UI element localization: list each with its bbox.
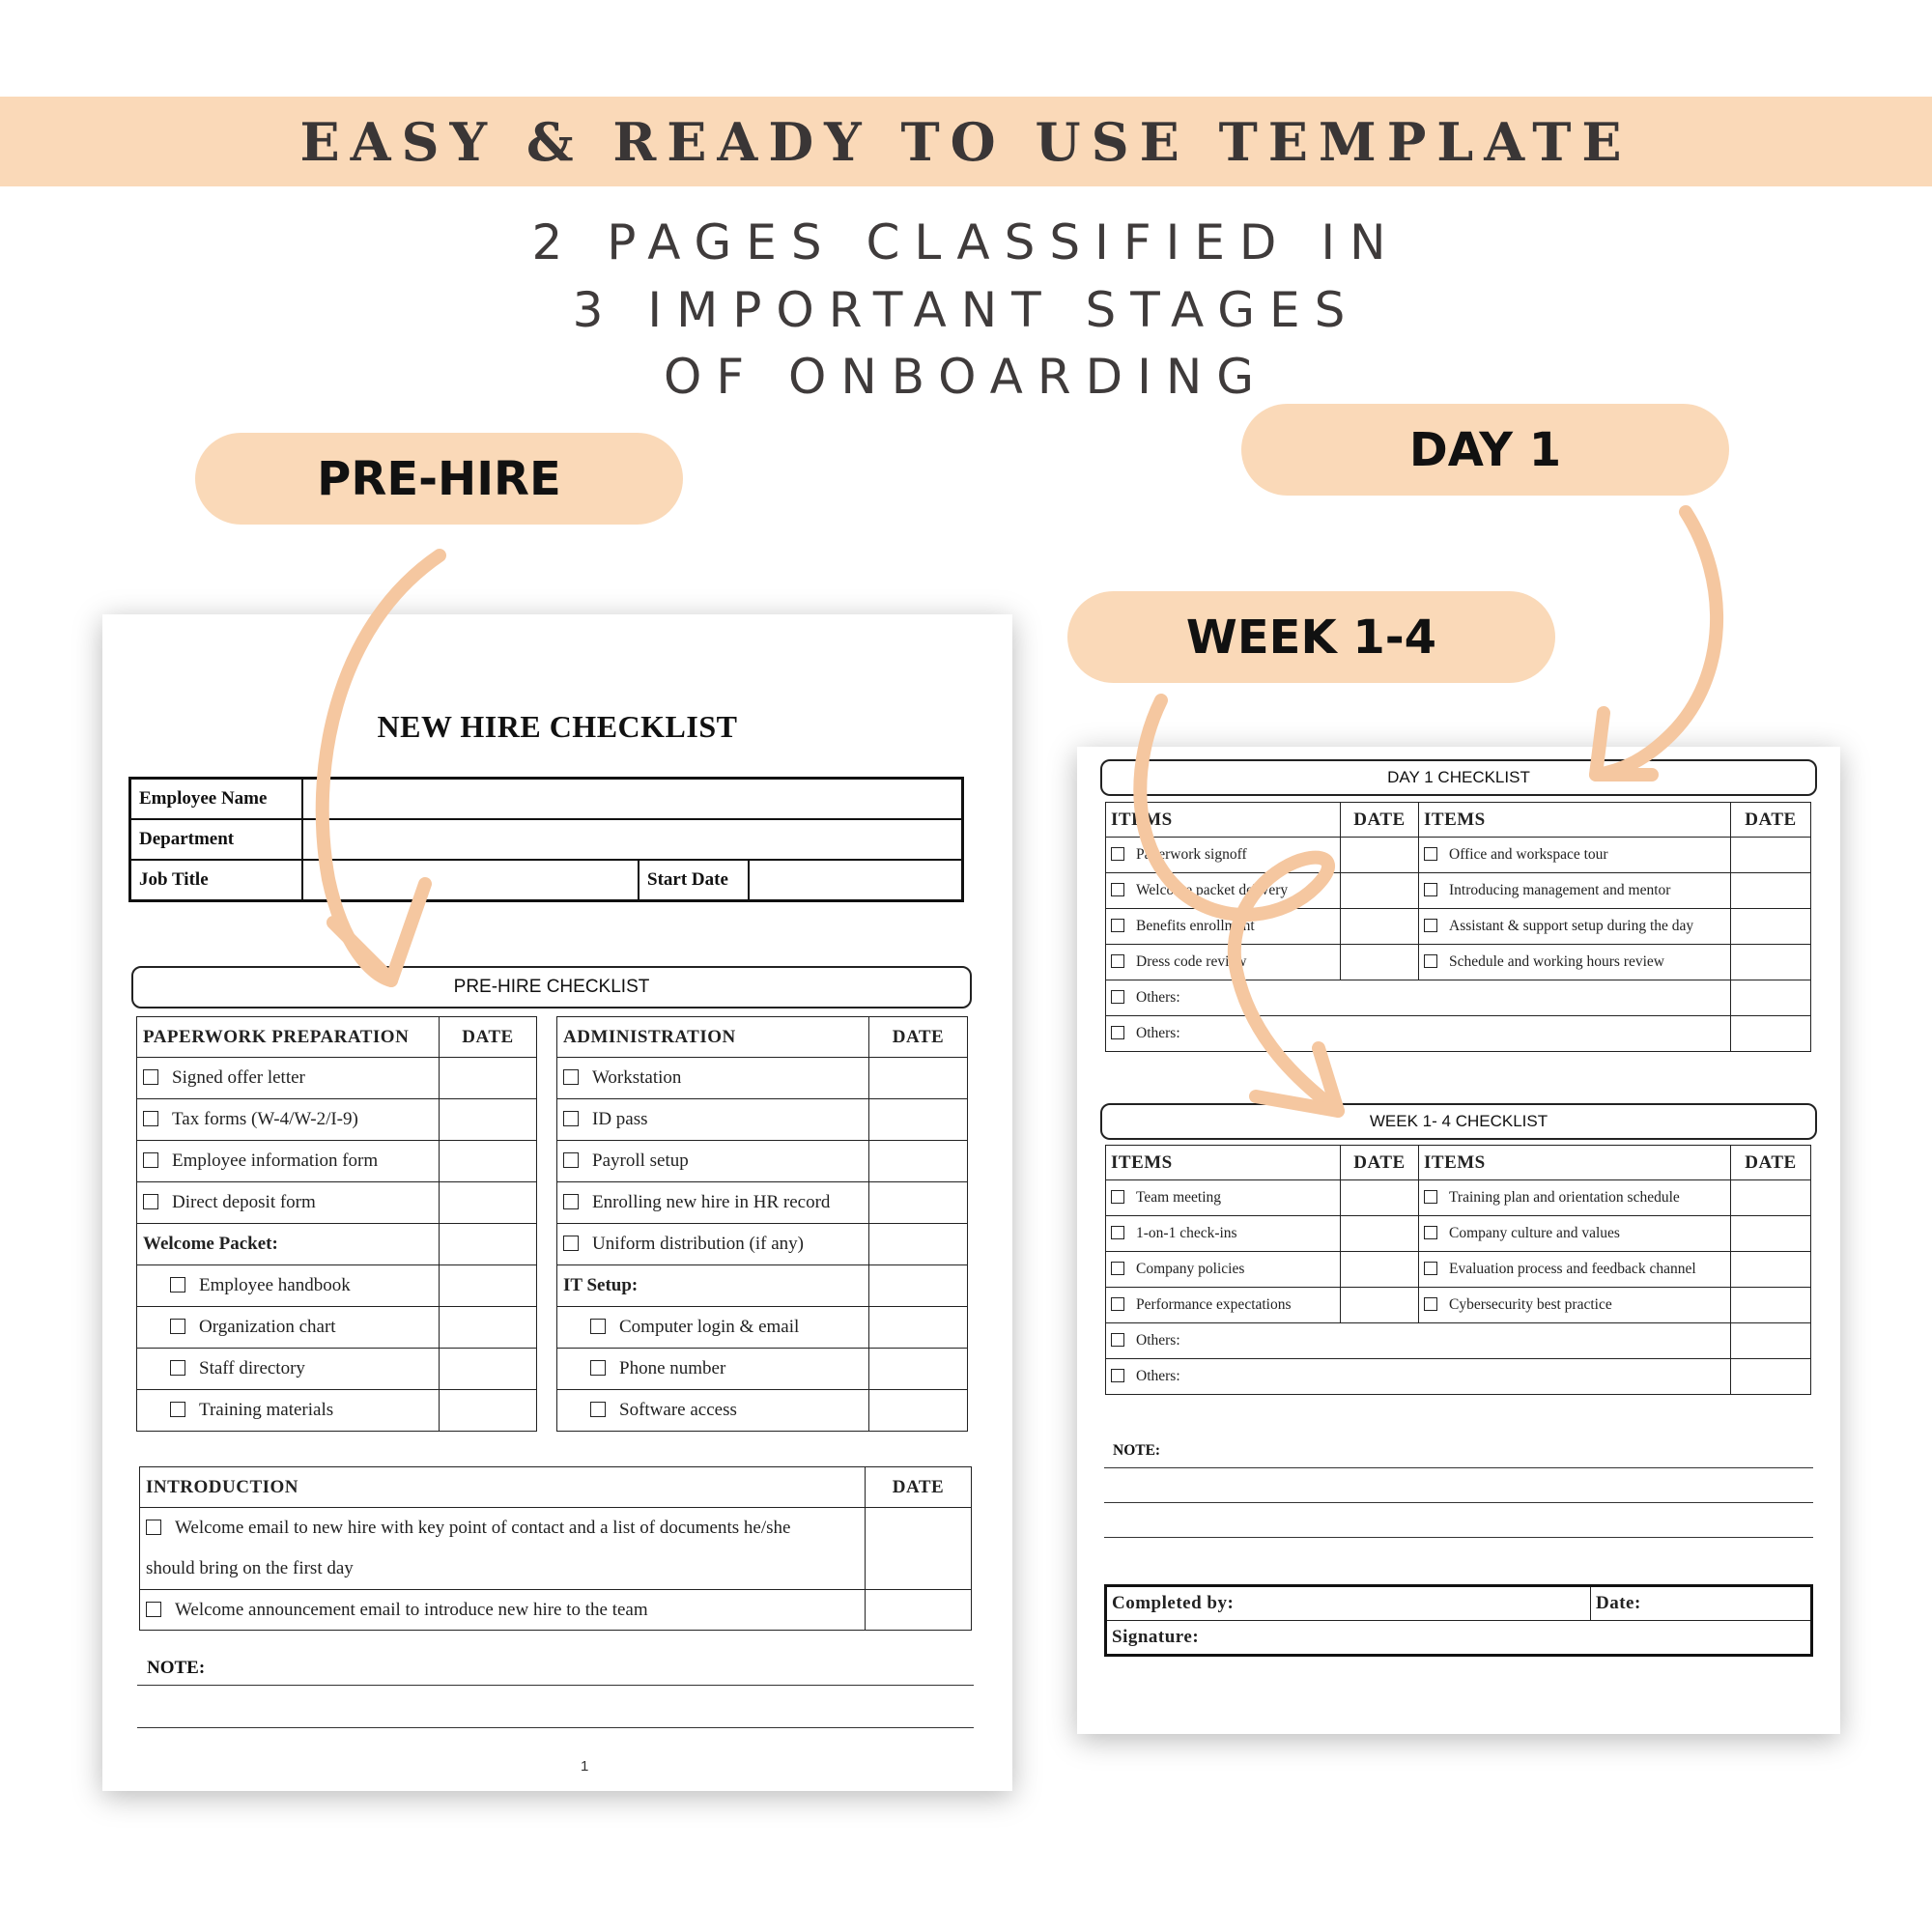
week-section-title-text: WEEK 1- 4 CHECKLIST [1369, 1112, 1548, 1130]
item-label: Benefits enrollment [1136, 918, 1255, 934]
introduction-date-header: DATE [866, 1467, 972, 1508]
day1-arrow-icon [1596, 512, 1717, 775]
item-label: 1-on-1 check-ins [1136, 1225, 1237, 1241]
prehire-section-title-text: PRE-HIRE CHECKLIST [453, 977, 650, 997]
administration-header: ADMINISTRATION [557, 1017, 869, 1058]
subtitle-line-1: 2 PAGES CLASSIFIED IN [531, 214, 1401, 270]
completed-by-field[interactable]: Completed by: [1106, 1586, 1591, 1621]
day1-section-title-text: DAY 1 CHECKLIST [1387, 768, 1530, 786]
item-label-continued: should bring on the first day [146, 1558, 354, 1578]
item-label: Signed offer letter [172, 1067, 305, 1088]
introduction-header: INTRODUCTION [140, 1467, 866, 1508]
banner-title: EASY & READY TO USE TEMPLATE [299, 110, 1633, 173]
item-label: Dress code review [1136, 953, 1247, 970]
prehire-arrow-icon [323, 555, 440, 980]
note-label: NOTE: [1113, 1442, 1161, 1459]
item-label: Employee handbook [199, 1275, 351, 1295]
item-label: Team meeting [1136, 1189, 1222, 1206]
items-header: ITEMS [1419, 1146, 1731, 1180]
item-label: Schedule and working hours review [1449, 953, 1664, 970]
administration-date-header: DATE [869, 1017, 968, 1058]
item-label: Enrolling new hire in HR record [592, 1192, 831, 1212]
item-label: Introducing management and mentor [1449, 882, 1671, 898]
item-label: Phone number [619, 1358, 726, 1378]
item-label: Others: [1136, 1368, 1180, 1384]
item-label: Performance expectations [1136, 1296, 1292, 1313]
item-label: Tax forms (W-4/W-2/I-9) [172, 1109, 358, 1129]
welcome-packet-subheader: Welcome Packet: [137, 1224, 440, 1265]
week-arrow-icon [1140, 700, 1338, 1111]
item-label: Training materials [199, 1400, 334, 1420]
item-label: Others: [1136, 1332, 1180, 1349]
date-header: DATE [1341, 1146, 1419, 1180]
date-header: DATE [1731, 1146, 1811, 1180]
item-label: Company culture and values [1449, 1225, 1620, 1241]
prehire-label-text: PRE-HIRE [317, 451, 561, 506]
start-date-label: Start Date [639, 860, 749, 901]
department-label: Department [130, 819, 303, 860]
item-label: Company policies [1136, 1261, 1245, 1277]
item-label: ID pass [592, 1109, 648, 1129]
item-label: Evaluation process and feedback channel [1449, 1261, 1696, 1277]
item-label: Others: [1136, 1025, 1180, 1041]
item-label: Welcome email to new hire with key point of contact and a list of documents he/she [175, 1518, 791, 1538]
item-label: Workstation [592, 1067, 682, 1088]
prehire-arrowhead-icon [333, 884, 425, 980]
item-label: Cybersecurity best practice [1449, 1296, 1612, 1313]
paperwork-header: PAPERWORK PREPARATION [137, 1017, 440, 1058]
date-header: DATE [1731, 803, 1811, 838]
items-header: ITEMS [1106, 1146, 1341, 1180]
signoff-date-field[interactable]: Date: [1591, 1586, 1812, 1621]
job-title-label: Job Title [130, 860, 303, 901]
item-label: Training plan and orientation schedule [1449, 1189, 1680, 1206]
items-header: ITEMS [1419, 803, 1731, 838]
page-title: NEW HIRE CHECKLIST [377, 709, 738, 744]
item-label: Organization chart [199, 1317, 336, 1337]
page-number: 1 [581, 1758, 589, 1775]
it-setup-subheader: IT Setup: [557, 1265, 869, 1307]
item-label: Computer login & email [619, 1317, 800, 1337]
item-label: Uniform distribution (if any) [592, 1234, 804, 1254]
note-label: NOTE: [147, 1658, 206, 1678]
item-label: Software access [619, 1400, 737, 1420]
item-label: Office and workspace tour [1449, 846, 1608, 863]
item-label: Direct deposit form [172, 1192, 316, 1212]
item-label: Paperwork signoff [1136, 846, 1247, 863]
item-label: Welcome announcement email to introduce new hire to the team [175, 1599, 648, 1620]
item-label: Others: [1136, 989, 1180, 1006]
paperwork-date-header: DATE [440, 1017, 537, 1058]
item-label: Welcome packet delivery [1136, 882, 1289, 898]
item-label: Payroll setup [592, 1151, 689, 1171]
item-label: Employee information form [172, 1151, 379, 1171]
date-header: DATE [1341, 803, 1419, 838]
signature-field[interactable]: Signature: [1106, 1621, 1812, 1656]
item-label: Staff directory [199, 1358, 305, 1378]
day1-label-text: DAY 1 [1408, 422, 1562, 477]
employee-name-label: Employee Name [130, 779, 303, 820]
item-label: Assistant & support setup during the day [1449, 918, 1694, 934]
subtitle-line-2: 3 IMPORTANT STAGES [572, 282, 1360, 338]
items-header: ITEMS [1106, 803, 1341, 838]
week-label-text: WEEK 1-4 [1185, 610, 1437, 665]
subtitle-line-3: OF ONBOARDING [663, 349, 1268, 405]
